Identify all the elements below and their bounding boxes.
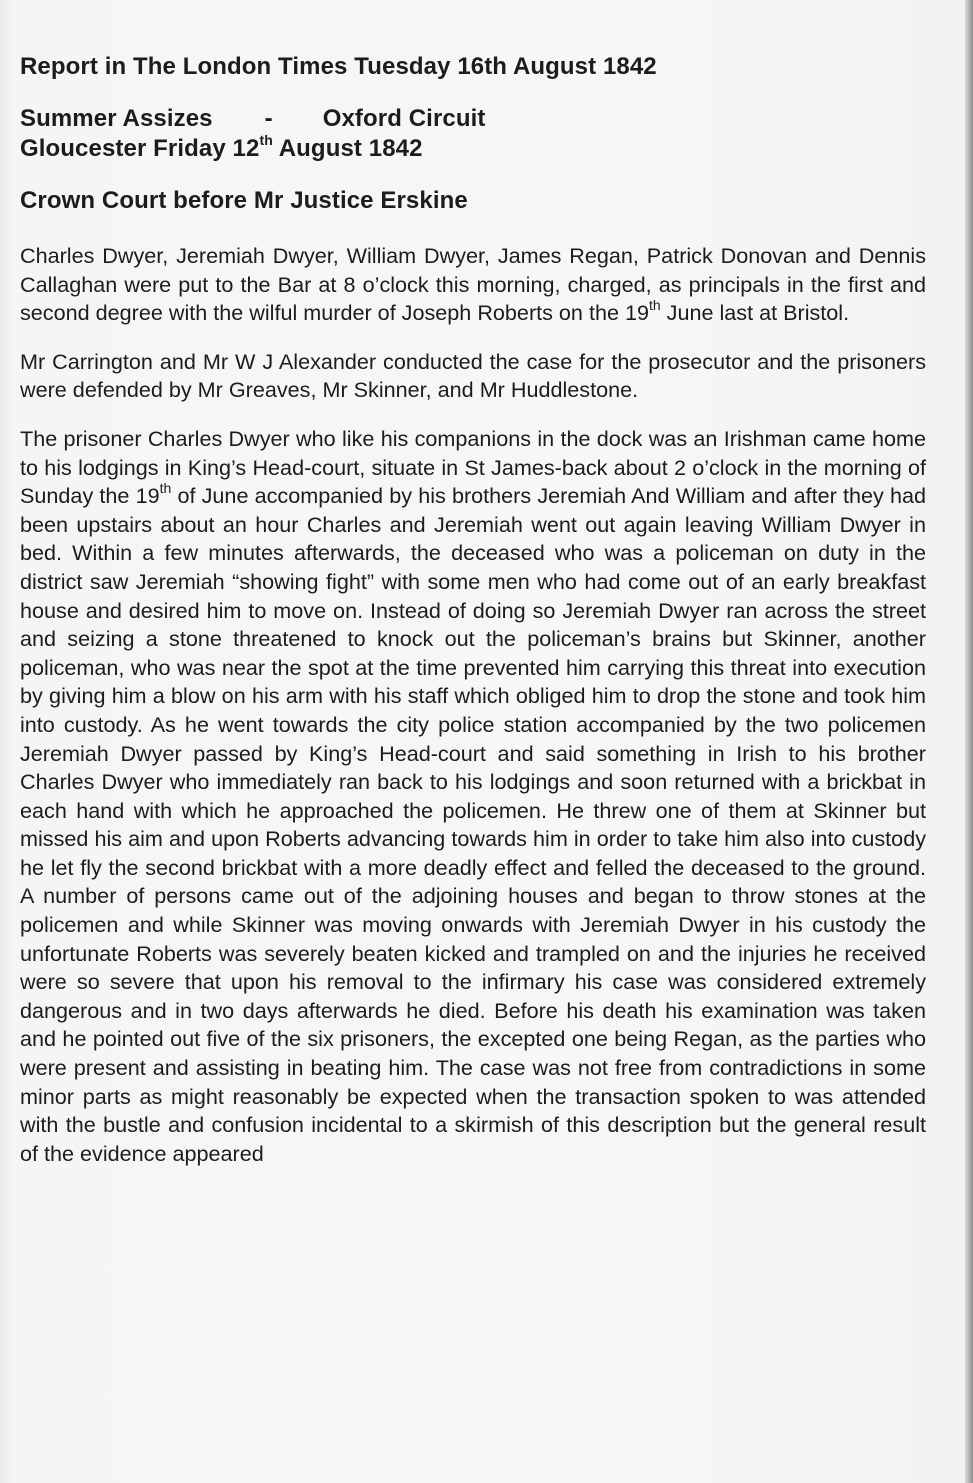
paragraph-charges [20, 242, 926, 328]
ordinal-suffix: th [648, 297, 661, 313]
article [20, 52, 926, 1168]
session-circuit: Oxford Circuit [322, 105, 486, 132]
date-suffix: August 1842 [272, 135, 423, 162]
session-line [20, 104, 926, 134]
date-prefix: Gloucester Friday 12 [20, 135, 260, 162]
paragraph-text: June last at Bristol. [660, 300, 850, 326]
court-heading: Crown Court before Mr Justice Erskine [20, 187, 468, 214]
session-name: Summer Assizes [20, 105, 213, 132]
paragraph-text: of June accompanied by his brothers Jeremiah And William and after they had been upstairs about an hour Charles and Jeremiah went out again leaving William Dwyer in bed. Within a few minutes afterwards, the deceased who was a policeman on duty in the district saw Jeremiah “showing fight” with some men who had come out of an early breakfast house and desired him to move on. Instead of doing so Jeremiah Dwyer ran across the street and seizing a stone threatened to knock out the policeman’s brains but Skinner, another policeman, who was near the spot at the time prevented him carrying this threat into execution by giving him a blow on his arm with his staff which obliged him to drop the stone and took him into custody. As he went towards the city police station accompanied by the two policemen Jeremiah Dwyer passed by King’s Head-court and said something in Irish to his brother Charles Dwyer who immediately ran back to his lodgings and soon returned with a brickbat in each hand with which he approached the policemen. He threw one of them at Skinner but missed his aim and upon Roberts advancing towards him in order to take him also into custody he let fly the second brickbat with a more deadly effect and felled the deceased to the ground. A number of persons came out of the adjoining houses and began to throw stones at the policemen and while Skinner was moving onwards with Jeremiah Dwyer in his custody the unfortunate Roberts was severely beaten kicked and trampled on and the injuries he received were so severe that upon his removal to the infirmary his case was considered extremely dangerous and in two days afterwards he died. Before his death his examination was taken and he pointed out five of the six prisoners, the excepted one being Regan, as the parties who were present and assisting in beating him. The case was not free from contradictions in some minor parts as might reasonably be expected when the transaction spoken to was attended with the bustle and confusion incidental to a skirmish of this description but the general result of the evidence appeared [20, 483, 926, 1166]
paragraph-narrative [20, 425, 926, 1168]
report-title: Report in The London Times Tuesday 16th August 1842 [20, 53, 657, 80]
paragraph-text: The prisoner Charles Dwyer who like his companions in the dock was an Irishman came home to his lodgings in King’s Head-court, situate in St James-back about 2 o’clock in the morning of Sunday the 19 [20, 425, 926, 509]
ordinal-suffix: th [159, 479, 172, 496]
session-separator: - [264, 105, 273, 132]
paragraph-text: Charles Dwyer, Jeremiah Dwyer, William Dwyer, James Regan, Patrick Donovan and Dennis Callaghan were put to the Bar at 8 o’clock this morning, charged, as principals in the first and second degree with the wilful murder of Joseph Roberts on the 19 [20, 243, 926, 326]
date-line [20, 134, 926, 164]
page-edge-shadow [965, 0, 973, 1483]
paragraph-counsel: Mr Carrington and Mr W J Alexander conducted the case for the prosecutor and the prisoners were defended by Mr Greaves, Mr Skinner, and Mr Huddlestone. [20, 348, 926, 403]
date-ordinal: th [259, 132, 273, 148]
